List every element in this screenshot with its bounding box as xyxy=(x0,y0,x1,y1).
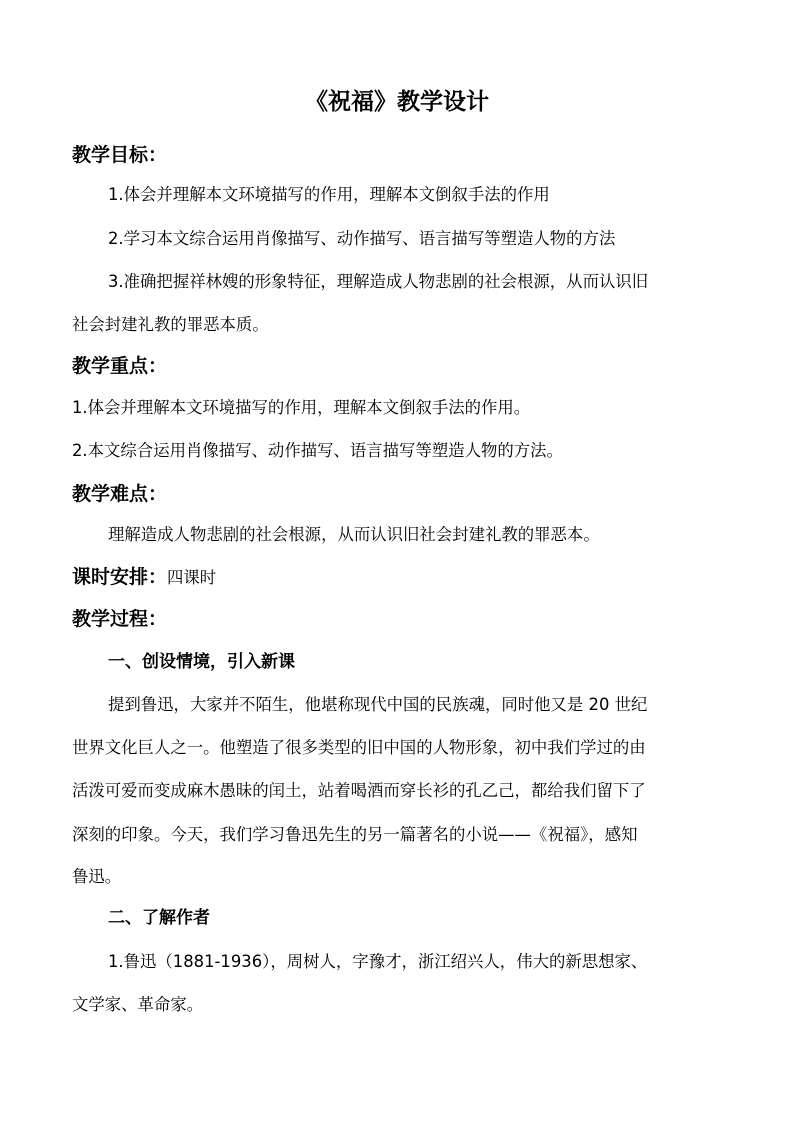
difficulties-text: 理解造成人物悲剧的社会根源，从而认识旧社会封建礼教的罪恶本。 xyxy=(108,525,600,544)
section-2-paragraph-line: 1.鲁迅（1881-1936），周树人，字豫才，浙江绍兴人，伟大的新思想家、 xyxy=(108,952,648,971)
key-points-heading: 教学重点： xyxy=(72,355,168,377)
schedule-row xyxy=(72,563,216,592)
schedule-label: 课时安排： xyxy=(72,566,168,588)
section-1-paragraph-line: 活泼可爱而变成麻木愚昧的闰土，站着喝酒而穿长衫的孔乙己，都给我们留下了 xyxy=(72,781,646,800)
section-1-paragraph-line: 深刻的印象。今天，我们学习鲁迅先生的另一篇著名的小说——《祝福》，感知 xyxy=(72,825,638,844)
section-1-paragraph-line: 提到鲁迅，大家并不陌生，他堪称现代中国的民族魂，同时他又是 20 世纪 xyxy=(108,695,648,714)
difficulties-heading: 教学难点： xyxy=(72,483,168,505)
objective-item-3-line-1: 3.准确把握祥林嫂的形象特征，理解造成人物悲剧的社会根源，从而认识旧 xyxy=(108,272,649,291)
key-point-item-1: 1.体会并理解本文环境描写的作用，理解本文倒叙手法的作用。 xyxy=(72,398,531,417)
schedule-value: 四课时 xyxy=(167,568,217,587)
section-1-paragraph-line: 世界文化巨人之一。他塑造了很多类型的旧中国的人物形象，初中我们学过的由 xyxy=(72,738,646,757)
process-heading: 教学过程： xyxy=(72,608,168,630)
objective-item-3-line-2: 社会封建礼教的罪恶本质。 xyxy=(72,315,269,334)
section-2-paragraph-line: 文学家、革命家。 xyxy=(72,995,204,1014)
section-2-title: 二、了解作者 xyxy=(108,908,210,928)
section-1-title: 一、创设情境，引入新课 xyxy=(108,652,295,672)
objective-item-1: 1.体会并理解本文环境描写的作用，理解本文倒叙手法的作用 xyxy=(108,185,550,204)
document-title: 《祝福》教学设计 xyxy=(305,89,489,115)
section-1-paragraph-line: 鲁迅。 xyxy=(72,867,122,886)
objectives-heading: 教学目标： xyxy=(72,144,168,166)
key-point-item-2: 2.本文综合运用肖像描写、动作描写、语言描写等塑造人物的方法。 xyxy=(72,441,563,460)
objective-item-2: 2.学习本文综合运用肖像描写、动作描写、语言描写等塑造人物的方法 xyxy=(108,229,616,248)
